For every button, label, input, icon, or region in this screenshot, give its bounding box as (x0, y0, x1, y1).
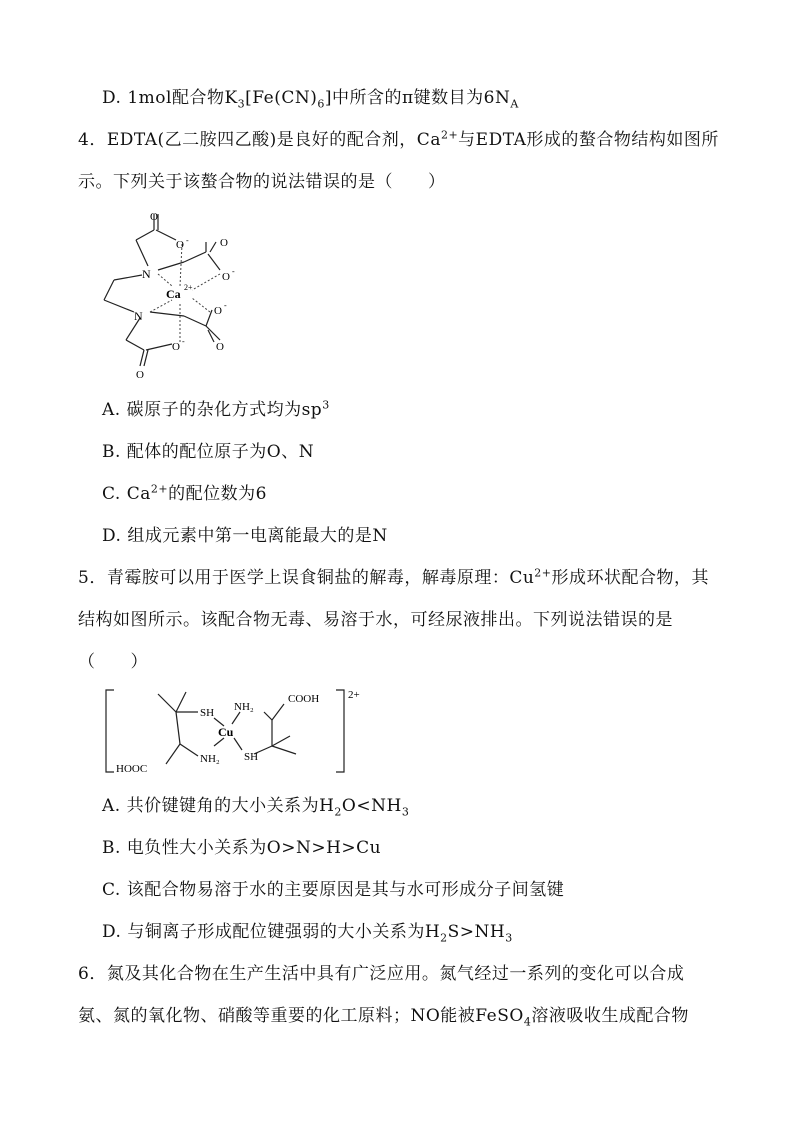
q6-stem-line1: 6．氮及其化合物在生产生活中具有广泛应用。氮气经过一系列的变化可以合成 (78, 964, 685, 984)
q4-option-b: B. 配体的配位原子为O、N (102, 442, 315, 462)
q4-option-c: C. $Ca^{2+}$的配位数为6 (102, 482, 267, 504)
q4-stem-line2: 示。下列关于该螯合物的说法错误的是（ ） (78, 172, 446, 192)
cooh: COOH (288, 693, 320, 705)
q4-stem-line1: 4．EDTA(乙二胺四乙酸)是良好的配合剂，$Ca^{2+}$与EDTA形成的螯合物结构如图所 (78, 128, 719, 150)
q6-stem-line2: 氨、氮的氧化物、硝酸等重要的化工原料；NO能被FeSO$_4$溶液吸收生成配合物 (78, 1006, 689, 1029)
svg-text:O: O (222, 271, 230, 283)
svg-text:O: O (216, 341, 224, 353)
q5-option-d: D. 与铜离子形成配位键强弱的大小关系为$H_2S>NH_3$ (102, 922, 513, 945)
svg-text:-: - (186, 236, 189, 245)
cu-ion: Cu (218, 725, 234, 739)
q4-option-a: A. 碳原子的杂化方式均为$sp^3$ (102, 398, 330, 420)
q5-option-a: A. 共价键键角的大小关系为$H_2O<NH_3$ (102, 796, 410, 819)
q5-stem-line1: 5．青霉胺可以用于医学上误食铜盐的解毒，解毒原理：$Cu^{2+}$形成环状配合物，其 (78, 566, 709, 588)
o-atom: O (150, 211, 158, 223)
sh-top: SH (200, 707, 215, 719)
charge: 2+ (348, 689, 360, 701)
q5-stem-line2: 结构如图所示。该配合物无毒、易溶于水，可经尿液排出。下列说法错误的是 (78, 610, 673, 630)
penicillamine-cu-structure (100, 680, 370, 780)
n-atom-top: N (142, 267, 151, 281)
option-d-prev: D. 1mol配合物$K_3[Fe(CN)_6]$中所含的π键数目为$6N_A$ (102, 88, 519, 111)
svg-text:2+: 2+ (184, 283, 193, 292)
ca-ion: Ca (166, 287, 181, 301)
svg-text:O: O (176, 239, 184, 251)
edta-ca-structure (96, 200, 246, 390)
hooc: HOOC (116, 763, 148, 775)
n-atom-bottom: N (134, 309, 143, 323)
svg-text:-: - (224, 301, 227, 310)
q5-option-b: B. 电负性大小关系为O>N>H>Cu (102, 838, 382, 858)
nh2-bottom: NH₂ (200, 753, 220, 765)
svg-text:O: O (172, 341, 180, 353)
sh-bottom: SH (244, 751, 259, 763)
svg-text:-: - (232, 267, 235, 276)
svg-text:-: - (182, 337, 185, 346)
q5-stem-line3: （ ） (78, 652, 148, 672)
svg-text:O: O (214, 305, 222, 317)
nh2-top: NH₂ (234, 701, 254, 713)
q5-option-c: C. 该配合物易溶于水的主要原因是其与水可形成分子间氢键 (102, 880, 565, 900)
svg-text:O: O (136, 369, 144, 381)
q4-option-d: D. 组成元素中第一电离能最大的是N (102, 526, 388, 546)
svg-text:O: O (220, 237, 228, 249)
